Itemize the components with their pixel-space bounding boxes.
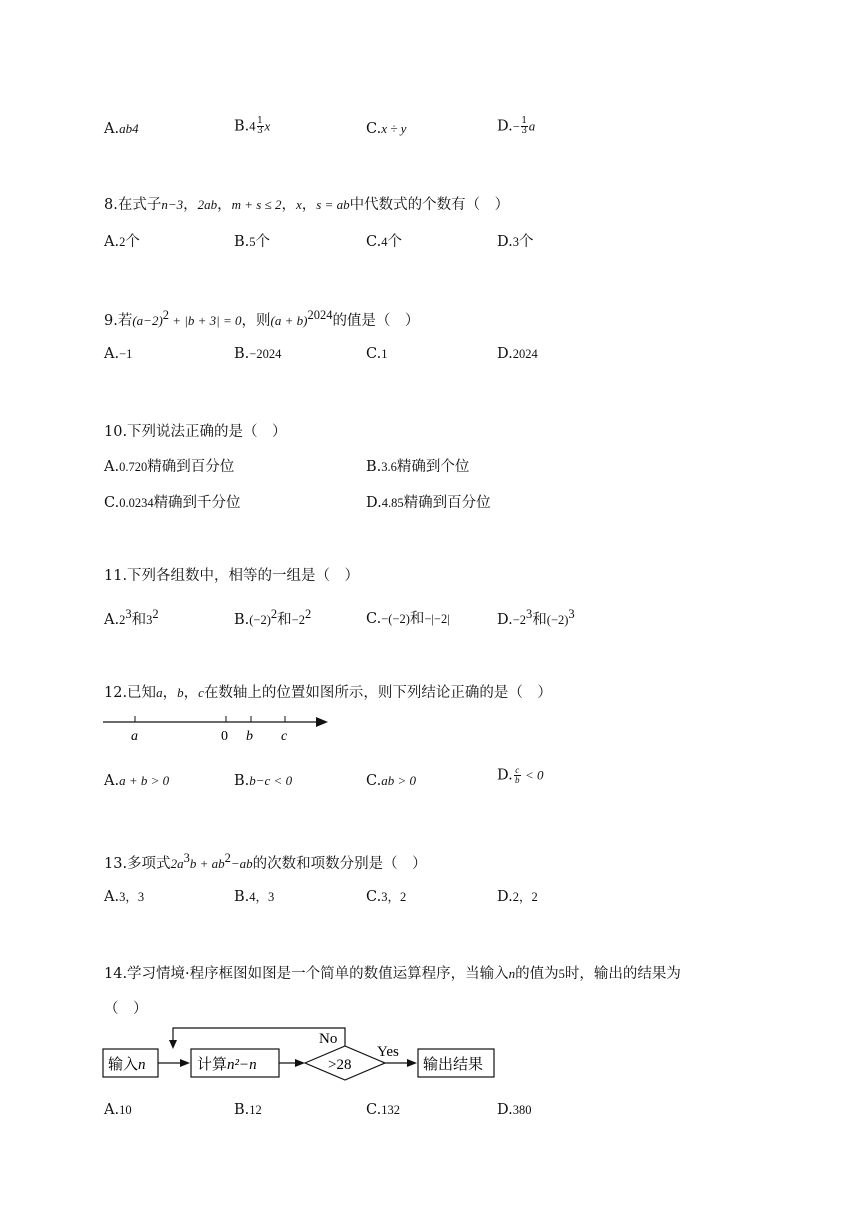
- q14-option-d: D.380: [497, 1102, 532, 1118]
- flow-condition-text: >28: [328, 1057, 352, 1073]
- q11-option-b: $B.(-2)^2$和$-2^2$: [234, 607, 312, 628]
- q10-stem: 10.下列说法正确的是（ ）: [104, 424, 287, 440]
- q11-option-d: $D.-2^3$和$(-2)^3$: [497, 607, 575, 628]
- q14-option-b: B.12: [234, 1102, 262, 1118]
- q11-stem: 11.下列各组数中，相等的一组是（ ）: [104, 568, 360, 584]
- axis-label-a: a: [131, 729, 138, 744]
- axis-label-0: 0: [221, 729, 228, 744]
- q14-blank: （ ）: [104, 1001, 148, 1017]
- q9-stem: 9.若$(a-2)^2 + |b + 3| = 0$，则$(a + b)^{2024}$的值是（ ）: [104, 308, 420, 329]
- number-line-figure: [100, 710, 340, 750]
- q9-option-b: B.−2024: [234, 346, 282, 362]
- flow-calc-text: 计算n²−n: [197, 1057, 257, 1073]
- q8-option-b: B.5个: [234, 234, 271, 250]
- q12-d-fraction: $\frac{c}{b}$: [514, 765, 520, 785]
- q10-option-a: A.0.720精确到百分位: [104, 459, 235, 475]
- q10-option-c: C.0.0234精确到千分位: [104, 495, 241, 511]
- q9-option-d: D.2024: [497, 346, 538, 362]
- q12-option-c: C.ab > 0: [366, 773, 416, 789]
- q13-option-c: C.3，2: [366, 889, 407, 905]
- q7-d-fraction: $\frac{1}{3}$: [521, 116, 528, 136]
- q7-b-fraction: $\frac{1}{3}$: [257, 116, 263, 136]
- q8-option-c: C.4个: [366, 234, 402, 250]
- flow-no-label: No: [319, 1031, 338, 1047]
- q13-option-a: A.3，3: [104, 889, 145, 905]
- q9-option-c: C.1: [366, 346, 388, 362]
- q10-option-d: D.4.85精确到百分位: [366, 495, 491, 511]
- q13-stem: 13.多项式$2a^3b + ab^2-ab$的次数和项数分别是（ ）: [104, 851, 427, 872]
- number-line-arrow: [316, 717, 328, 727]
- q8-option-a: A.2个: [104, 234, 140, 250]
- q12-option-b: B.b−c < 0: [234, 773, 293, 789]
- q12-stem: 12.已知a，b，c在数轴上的位置如图所示，则下列结论正确的是（ ）: [104, 685, 552, 701]
- q11-option-c: C.−(−2)和−|−2|: [366, 611, 450, 627]
- q10-option-b: B.3.6精确到个位: [366, 459, 470, 475]
- q8-stem: 8.在式子n−3，2ab，m + s ≤ 2，x，s = ab中代数式的个数有（ ）: [104, 197, 510, 213]
- q9-option-a: A.−1: [104, 346, 133, 362]
- flow-output-text: 输出结果: [423, 1057, 484, 1073]
- q13-option-d: D.2，2: [497, 889, 538, 905]
- q14-option-c: C.132: [366, 1102, 400, 1118]
- flow-no-loop-head: [169, 1040, 177, 1049]
- flowchart-figure: [100, 1024, 500, 1088]
- flow-arrow-1-head: [180, 1059, 190, 1067]
- q7-option-b: B.4 $\frac{1}{3}$ x: [234, 116, 271, 136]
- q7-option-d: D.− $\frac{1}{3}$ a: [497, 116, 536, 136]
- q14-option-a: A.10: [104, 1102, 132, 1118]
- axis-label-b: b: [246, 729, 253, 744]
- q14-stem: 14.学习情境·程序框图如图是一个简单的数值运算程序，当输入n的值为5时，输出的结果为: [104, 966, 681, 982]
- q12-option-d: D. $\frac{c}{b}$ < 0: [497, 765, 544, 785]
- q8-option-d: D.3个: [497, 234, 534, 250]
- q7-option-c: C.x ÷ y: [366, 121, 407, 137]
- flow-input-text: 输入n: [108, 1057, 146, 1073]
- q12-option-a: A.a + b > 0: [104, 773, 170, 789]
- q11-option-a: $A.2^3$和$3^2$: [104, 607, 159, 628]
- flow-yes-arrow-head: [407, 1059, 417, 1067]
- flow-yes-label: Yes: [377, 1044, 399, 1060]
- q7-option-a: A.ab4: [104, 121, 139, 137]
- q13-option-b: B.4，3: [234, 889, 275, 905]
- axis-label-c: c: [281, 729, 288, 744]
